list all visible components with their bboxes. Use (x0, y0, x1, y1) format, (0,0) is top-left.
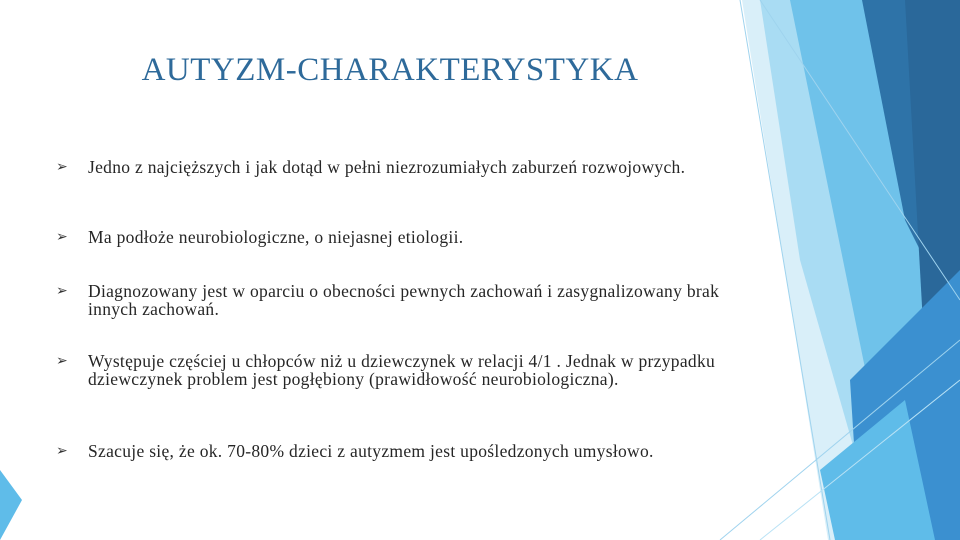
bullet-item (56, 228, 726, 246)
bullet-text: Ma podłoże neurobiologiczne, o niejasnej etiologii. (88, 227, 464, 247)
arrow-bullet-icon: ➢ (56, 443, 68, 459)
arrow-bullet-icon: ➢ (56, 229, 68, 245)
bullet-item (56, 282, 726, 318)
bullet-text: Jedno z najcięższych i jak dotąd w pełni niezrozumiałych zaburzeń rozwojowych. (88, 157, 686, 177)
bullet-item (56, 158, 726, 176)
bullet-item (56, 352, 726, 388)
arrow-bullet-icon: ➢ (56, 159, 68, 175)
deco-left-accent (0, 470, 22, 540)
arrow-bullet-icon: ➢ (56, 283, 68, 299)
bullet-text: Diagnozowany jest w oparciu o obecności pewnych zachowań i zasygnalizowany brak innych zachowań. (88, 281, 720, 319)
bullet-item (56, 442, 726, 460)
bullet-text: Występuje częściej u chłopców niż u dziewczynek w relacji 4/1 . Jednak w przypadku dziewczynek problem jest pogłębiony (prawidłowość neurobiologiczna). (88, 351, 716, 389)
slide-title: AUTYZM-CHARAKTERYSTYKA (141, 52, 639, 88)
bullet-text: Szacuje się, że ok. 70-80% dzieci z autyzmem jest upośledzonych umysłowo. (88, 441, 654, 461)
arrow-bullet-icon: ➢ (56, 353, 68, 369)
